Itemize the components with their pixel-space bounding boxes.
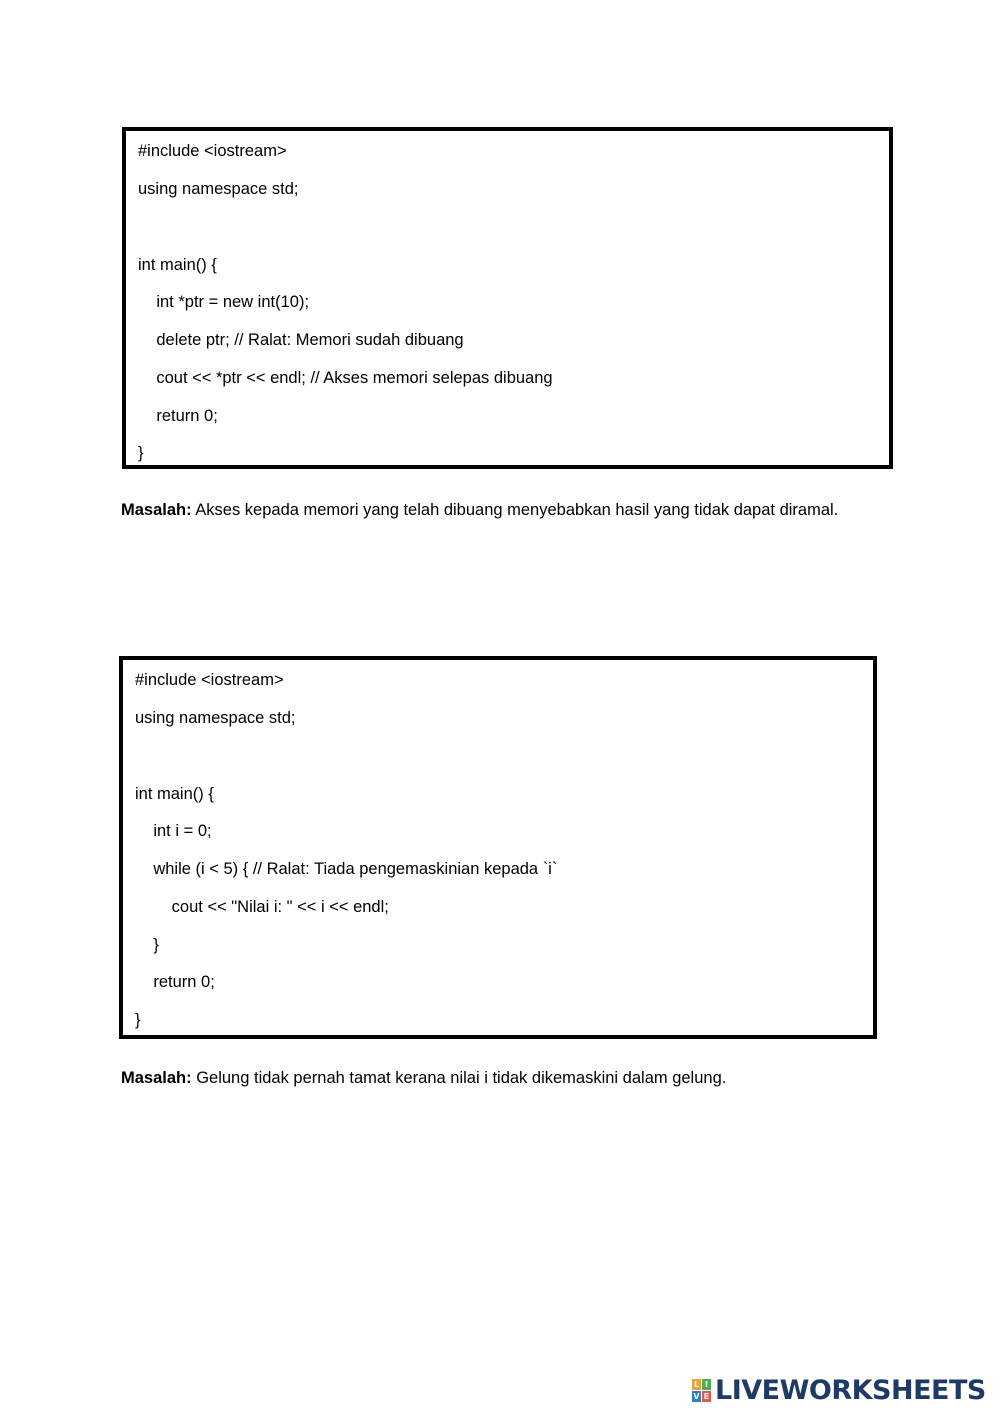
liveworksheets-logo-icon — [692, 1379, 711, 1402]
code-line: using namespace std; — [135, 709, 296, 727]
code-line: } — [138, 444, 144, 462]
problem-statement-1 — [121, 500, 838, 520]
code-line: int *ptr = new int(10); — [138, 293, 310, 311]
logo-letter-e: E — [703, 1391, 710, 1401]
logo-letter-i: I — [702, 1379, 711, 1390]
code-line: delete ptr; // Ralat: Memori sudah dibuang — [138, 331, 464, 349]
problem-label: Masalah: — [121, 501, 192, 519]
code-snippet-2 — [119, 656, 877, 1039]
code-snippet-1 — [122, 127, 893, 469]
problem-text: Gelung tidak pernah tamat kerana nilai i tidak dikemaskini dalam gelung. — [191, 1069, 727, 1087]
code-line: using namespace std; — [138, 180, 299, 198]
code-line: #include <iostream> — [138, 142, 287, 160]
code-line: cout << *ptr << endl; // Akses memori selepas dibuang — [138, 369, 553, 387]
code-line: cout << "Nilai i: " << i << endl; — [135, 898, 389, 916]
code-line: while (i < 5) { // Ralat: Tiada pengemaskinian kepada `i` — [135, 860, 558, 878]
code-line: } — [135, 936, 159, 954]
code-line: int i = 0; — [135, 822, 212, 840]
code-line: return 0; — [138, 407, 218, 425]
logo-letter-l: L — [693, 1379, 700, 1389]
problem-statement-2 — [121, 1068, 726, 1088]
code-line: int main() { — [135, 785, 214, 803]
code-line: #include <iostream> — [135, 671, 284, 689]
liveworksheets-logo — [692, 1372, 986, 1408]
code-line: } — [135, 1011, 141, 1029]
problem-text: Akses kepada memori yang telah dibuang menyebabkan hasil yang tidak dapat diramal. — [191, 501, 839, 519]
problem-label: Masalah: — [121, 1069, 192, 1087]
code-line: return 0; — [135, 973, 215, 991]
logo-text: LIVEWORKSHEETS — [715, 1374, 986, 1406]
code-line: int main() { — [138, 256, 217, 274]
logo-letter-v: V — [693, 1391, 700, 1401]
